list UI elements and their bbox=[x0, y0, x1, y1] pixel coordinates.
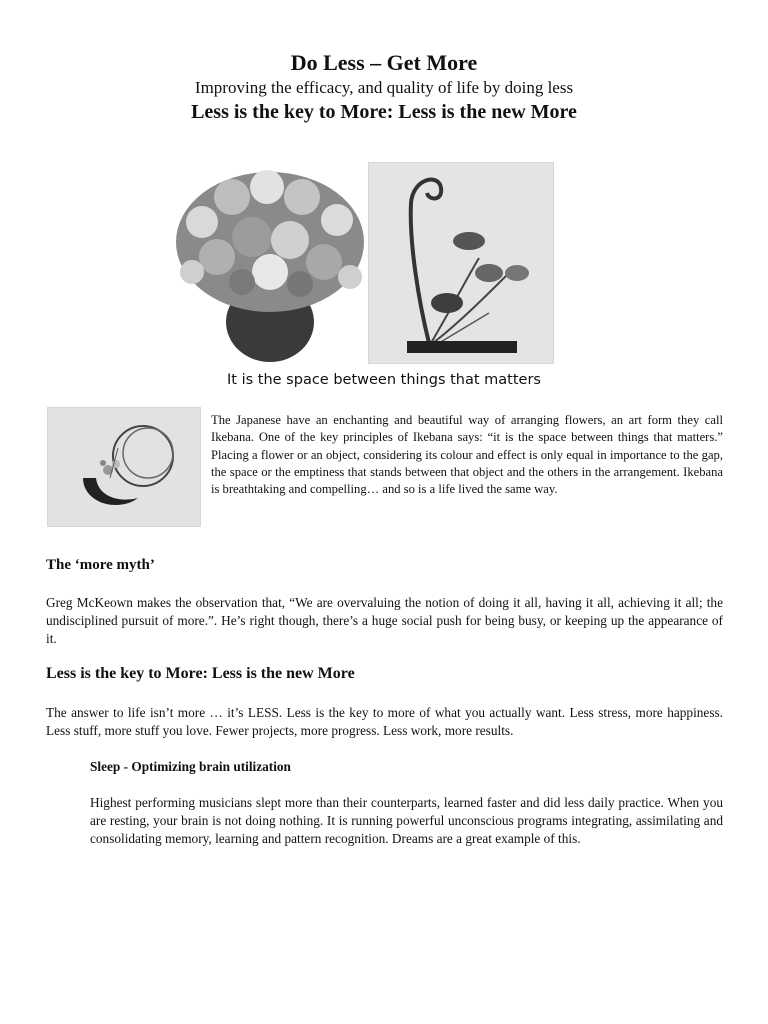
ikebana-tall-illustration bbox=[369, 163, 553, 363]
section-body-more-myth: Greg McKeown makes the observation that, “We are overvaluing the notion of doing it all, having it all, achieving it all; the undisciplined pursuit of more.”. He’s right though, there’s a huge social push for being busy, or keeping up the appearance of it. bbox=[46, 595, 723, 646]
section-heading-less-is-more: Less is the key to More: Less is the new More bbox=[46, 665, 355, 682]
ikebana-ring-image bbox=[47, 407, 201, 527]
bouquet-image bbox=[172, 162, 367, 366]
page-tagline: Less is the key to More: Less is the new More bbox=[191, 101, 577, 123]
section-heading-sleep: Sleep - Optimizing brain utilization bbox=[90, 759, 291, 774]
image-caption: It is the space between things that matters bbox=[227, 372, 541, 388]
page-title: Do Less – Get More bbox=[290, 50, 478, 75]
section-heading-more-myth: The ‘more myth’ bbox=[46, 557, 155, 573]
bouquet-illustration bbox=[172, 162, 367, 366]
ikebana-tall-image bbox=[368, 162, 554, 364]
ikebana-ring-illustration bbox=[48, 408, 200, 526]
ikebana-paragraph: The Japanese have an enchanting and beautiful way of arranging flowers, an art form they call Ikebana. One of the key principles of Ikebana says: “it is the space between things that matters.” Placing a flower or an object, considering its colour and effect is only equal in importance to the gap, the space or the emptiness that stands between that object and the others in the arrangement. Ikebana is breathtaking and compelling… and so is a life lived the same way. bbox=[211, 413, 723, 497]
page-subtitle: Improving the efficacy, and quality of life by doing less bbox=[194, 78, 574, 97]
section-body-sleep: Highest performing musicians slept more than their counterparts, learned faster and did less daily practice. When you are resting, your brain is not doing nothing. It is running powerful unconscious programs integrating, assimilating and consolidating memory, learning and pattern recognition. Dreams are a great example of this. bbox=[90, 795, 723, 846]
section-body-less-is-more: The answer to life isn’t more … it’s LESS. Less is the key to more of what you actually want. Less stress, more happiness. Less stuff, more stuff you love. Fewer projects, more progress. Less work, more results. bbox=[46, 705, 723, 738]
